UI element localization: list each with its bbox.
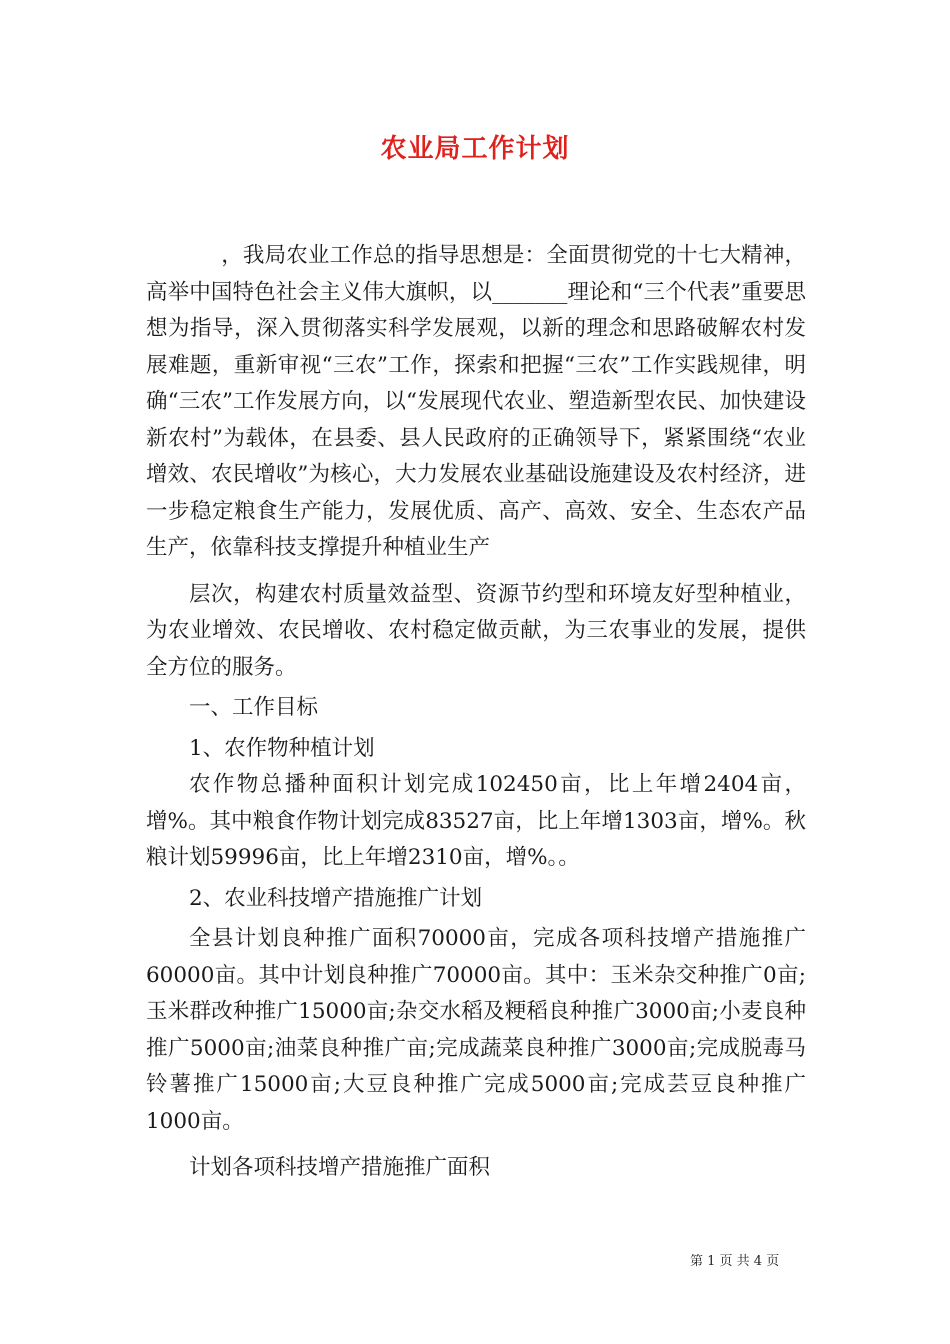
section-heading-work-goals: 一、工作目标 — [189, 695, 319, 720]
paragraph-crop-planting: 农作物总播种面积计划完成102450亩，比上年增2404亩，增%。其中粮食作物计划完成83527亩，比上年增1303亩，增%。秋粮计划59996亩，比上年增2310亩，增%。。 — [146, 772, 806, 870]
document-title: 农业局工作计划 — [380, 134, 570, 164]
document-body — [146, 238, 806, 1187]
page-number-footer: 第 1 页 共 4 页 — [690, 1254, 780, 1269]
paragraph-guiding-ideology: ，我局农业工作总的指导思想是：全面贯彻党的十七大精神，高举中国特色社会主义伟大旗帜，以_______理论和“三个代表”重要思想为指导，深入贯彻落实科学发展观，以新的理念和思路破解农村发展难题，重新审视“三农”工作，探索和把握“三农”工作实践规律，明确“三农”工作发展方向，以“发展现代农业、塑造新型农民、加快建设新农村”为载体，在县委、县人民政府的正确领导下，紧紧围绕“农业增效、农民增收”为核心，大力发展农业基础设施建设及农村经济，进一步稳定粮食生产能力，发展优质、高产、高效、安全、生态农产品生产，依靠科技支撑提升种植业生产 — [146, 243, 806, 560]
paragraph-tech-promotion: 全县计划良种推广面积70000亩，完成各项科技增产措施推广60000亩。其中计划良种推广70000亩。其中：玉米杂交种推广0亩;玉米群改种推广15000亩;杂交水稻及粳稻良种推广3000亩;小麦良种推广5000亩;油菜良种推广亩;完成蔬菜良种推广3000亩;完成脱毒马铃薯推广15000亩;大豆良种推广完成5000亩;完成芸豆良种推广1000亩。 — [146, 926, 806, 1134]
subheading-crop-planting-plan: 1、农作物种植计划 — [189, 735, 375, 761]
paragraph-level-continuation: 层次，构建农村质量效益型、资源节约型和环境友好型种植业，为农业增效、农民增收、农村稳定做贡献，为三农事业的发展，提供全方位的服务。 — [146, 581, 806, 680]
paragraph-tech-area: 计划各项科技增产措施推广面积 — [189, 1155, 491, 1180]
subheading-tech-promotion-plan: 2、农业科技增产措施推广计划 — [189, 885, 483, 911]
